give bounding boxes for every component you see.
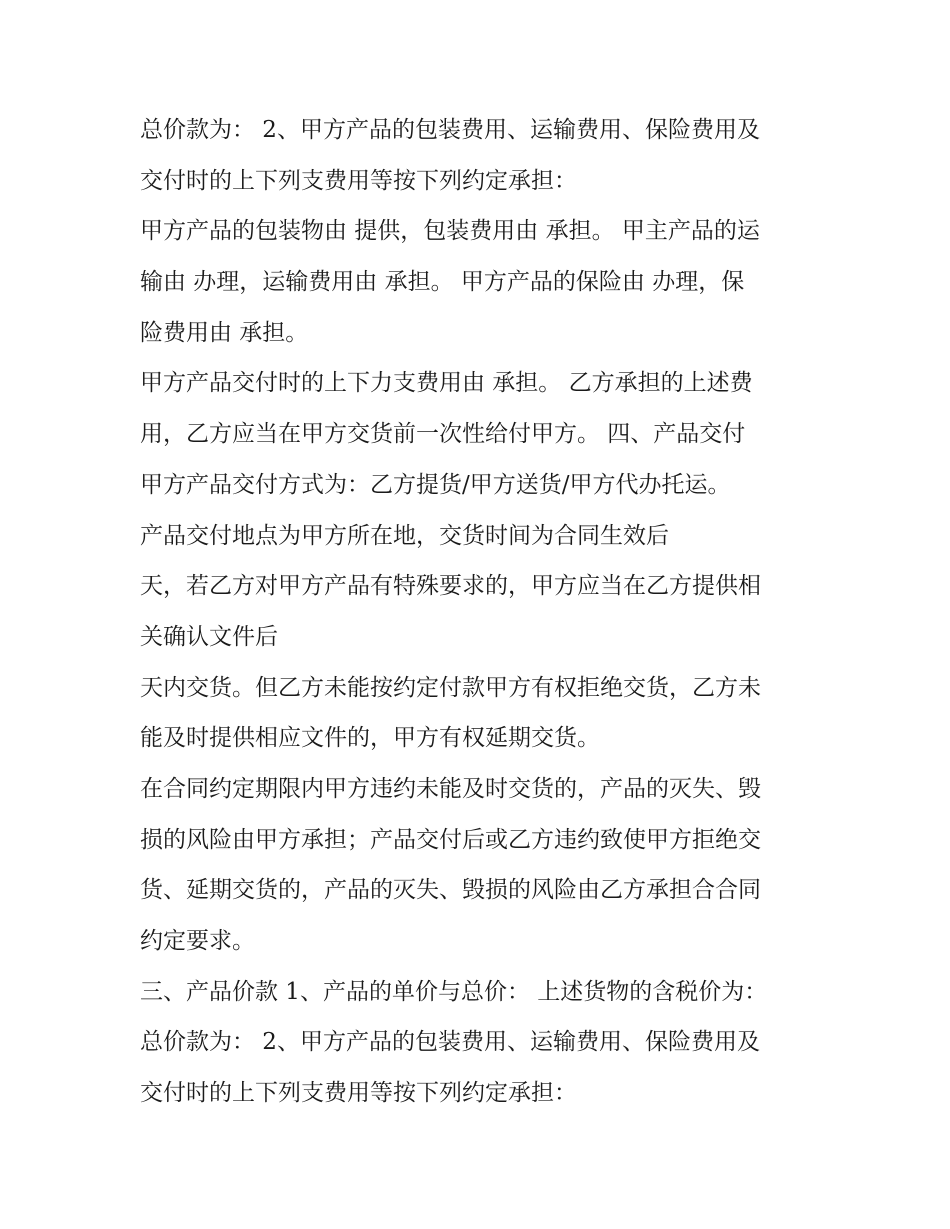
text-line: 交付时的上下列支费用等按下列约定承担： [140, 1080, 577, 1107]
text-line: 交付时的上下列支费用等按下列约定承担： [140, 167, 577, 194]
text-line: 关确认文件后 [140, 623, 278, 650]
text-line: 甲方产品的包装物由 提供，包装费用由 承担。 甲主产品的运 [140, 218, 760, 245]
text-line: 用，乙方应当在甲方交货前一次性给付甲方。 四、产品交付 [140, 421, 746, 448]
text-line: 天，若乙方对甲方产品有特殊要求的，甲方应当在乙方提供相 [140, 573, 761, 600]
text-line: 约定要求。 [140, 928, 255, 954]
text-line: 甲方产品交付时的上下力支费用由 承担。 乙方承担的上述费 [140, 370, 753, 397]
text-line: 三、产品价款 1、产品的单价与总价： 上述货物的含税价为： [140, 978, 768, 1005]
text-line: 输由 办理，运输费用由 承担。 甲方产品的保险由 办理，保 [140, 269, 745, 296]
text-line: 货、延期交货的，产品的灭失、毁损的风险由乙方承担合合同 [140, 877, 761, 904]
text-line: 能及时提供相应文件的，甲方有权延期交货。 [140, 725, 600, 752]
text-line: 总价款为： 2、甲方产品的包装费用、运输费用、保险费用及 [140, 1029, 760, 1056]
text-line: 在合同约定期限内甲方违约未能及时交货的，产品的灭失、毁 [140, 775, 761, 802]
text-line: 产品交付地点为甲方所在地，交货时间为合同生效后 [140, 522, 669, 549]
text-line: 天内交货。但乙方未能按约定付款甲方有权拒绝交货，乙方未 [140, 674, 761, 701]
text-line: 总价款为： 2、甲方产品的包装费用、运输费用、保险费用及 [140, 117, 760, 143]
document-body [140, 105, 820, 1119]
text-line: 损的风险由甲方承担；产品交付后或乙方违约致使甲方拒绝交 [140, 826, 761, 853]
text-line: 甲方产品交付方式为：乙方提货/甲方送货/甲方代办托运。 [140, 471, 731, 498]
text-line: 险费用由 承担。 [140, 319, 309, 346]
